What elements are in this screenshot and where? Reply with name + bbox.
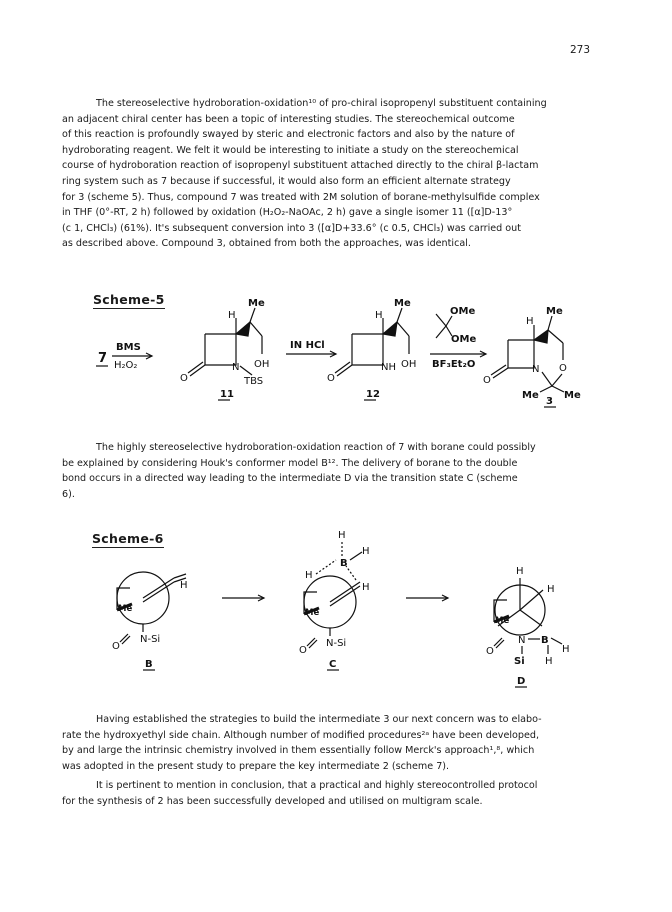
compound-3-label: 3 [546, 396, 553, 407]
newman-projection-c [299, 530, 370, 656]
text-line: hydroborating reagent. We felt it would be interesting to initiate a study on the stereochemical [62, 144, 519, 156]
compound-12-label: 12 [366, 389, 380, 400]
svg-text:Me: Me [495, 616, 510, 626]
svg-text:H: H [545, 656, 553, 667]
svg-text:H: H [562, 644, 570, 655]
paragraph-conclusion [62, 778, 614, 809]
text-line: was adopted in the present study to prepare the key intermediate 2 (scheme 7). [62, 760, 450, 772]
structure-compound-3 [483, 306, 581, 401]
text-line: by and large the intrinsic chemistry involved in them essentially follow Merck's approach¹,⁸, which [62, 745, 535, 757]
label-c: C [329, 659, 337, 670]
text-line: (c 1, CHCl₃) (61%). It's subsequent conversion into 3 ([α]D+33.6° (c 0.5, CHCl₃) was carried out [62, 222, 521, 234]
paragraph-houk-model [62, 440, 614, 502]
svg-text:H: H [228, 310, 236, 321]
text-line: as described above. Compound 3, obtained from both the approaches, was identical. [62, 238, 471, 250]
paragraph-hydroboration-intro [62, 96, 614, 252]
structure-compound-12 [327, 298, 416, 384]
svg-text:O: O [486, 646, 494, 657]
svg-text:H: H [180, 580, 188, 591]
label-d: D [517, 676, 526, 687]
svg-text:Me: Me [118, 604, 133, 614]
scheme-5-diagram [0, 300, 672, 430]
text-line: for the synthesis of 2 has been successfully developed and utilised on multigram scale. [62, 795, 483, 807]
svg-text:OMe: OMe [451, 334, 477, 345]
text-line: The highly stereoselective hydroboration-oxidation reaction of 7 with borane could possibly [96, 442, 536, 453]
svg-text:O: O [299, 645, 307, 656]
svg-text:Me: Me [305, 608, 320, 618]
svg-text:O: O [559, 363, 567, 374]
paragraph-hydroxyethyl-side-chain [62, 712, 614, 774]
text-line: for 3 (scheme 5). Thus, compound 7 was treated with 2M solution of borane-methylsulfide complex [62, 191, 540, 203]
svg-text:O: O [327, 373, 335, 384]
reagent-bms: BMS [116, 342, 141, 353]
svg-text:N: N [532, 364, 540, 375]
text-line: The stereoselective hydroboration-oxidation¹⁰ of pro-chiral isopropenyl substituent containing [96, 98, 547, 109]
text-line: ring system such as 7 because if successful, it would also form an efficient alternate strategy [62, 175, 511, 187]
text-line: It is pertinent to mention in conclusion, that a practical and highly stereocontrolled protocol [96, 780, 538, 791]
svg-text:OH: OH [401, 359, 417, 370]
svg-text:NH: NH [381, 362, 396, 373]
svg-text:H: H [305, 570, 313, 581]
text-line: 6). [62, 488, 75, 500]
label-b: B [145, 659, 153, 670]
text-line: an adjacent chiral center has been a topic of interesting studies. The stereochemical outcome [62, 113, 515, 125]
svg-text:O: O [112, 641, 120, 652]
structure-compound-11 [180, 298, 269, 387]
text-line: in THF (0°-RT, 2 h) followed by oxidation (H₂O₂-NaOAc, 2 h) gave a single isomer 11 ([α]D-13° [62, 207, 513, 219]
text-line: bond occurs in a directed way leading to the intermediate D via the transition state C (scheme [62, 473, 518, 485]
start-compound-7: 7 [98, 351, 108, 366]
svg-text:OH: OH [254, 359, 270, 370]
svg-text:O: O [180, 373, 188, 384]
reagent-h2o2: H₂O₂ [114, 360, 138, 371]
reagent-bf3et2o: BF₃Et₂O [432, 359, 476, 370]
svg-text:H: H [516, 566, 524, 577]
svg-text:Me: Me [546, 306, 563, 317]
svg-text:B: B [340, 558, 348, 569]
reagent-hcl: IN HCl [290, 340, 325, 351]
svg-text:O: O [483, 375, 491, 386]
svg-text:H: H [547, 584, 555, 595]
scheme-6-diagram [0, 520, 672, 700]
text-line: course of hydroboration reaction of isopropenyl substituent attached directly to the chiral β-lactam [62, 160, 539, 172]
page-number: 273 [570, 44, 591, 56]
svg-text:Si: Si [514, 656, 525, 667]
text-line: Having established the strategies to build the intermediate 3 our next concern was to elabo- [96, 714, 542, 725]
svg-text:Me: Me [248, 298, 265, 309]
scheme-5-title: Scheme-5 [93, 292, 165, 307]
svg-text:TBS: TBS [244, 376, 264, 387]
scheme-6-title: Scheme-6 [92, 531, 164, 546]
svg-text:B: B [541, 635, 549, 646]
svg-text:N-Si: N-Si [140, 634, 161, 645]
svg-text:N-Si: N-Si [326, 638, 347, 649]
svg-text:Me: Me [522, 390, 539, 401]
text-line: of this reaction is profoundly swayed by steric and electronic factors and also by the nature of [62, 129, 515, 141]
svg-text:H: H [375, 310, 383, 321]
svg-text:H: H [362, 546, 370, 557]
svg-text:H: H [338, 530, 346, 541]
newman-projection-d [486, 566, 570, 667]
svg-text:OMe: OMe [450, 306, 476, 317]
svg-text:N: N [232, 362, 240, 373]
svg-text:Me: Me [564, 390, 581, 401]
svg-text:H: H [362, 582, 370, 593]
compound-11-label: 11 [220, 389, 234, 400]
svg-text:Me: Me [394, 298, 411, 309]
svg-text:H: H [526, 316, 534, 327]
structure-dimethoxypropane [436, 306, 476, 345]
newman-projection-b [112, 572, 188, 652]
svg-text:N: N [518, 635, 526, 646]
text-line: be explained by considering Houk's conformer model B¹². The delivery of borane to the double [62, 457, 518, 469]
text-line: rate the hydroxyethyl side chain. Although number of modified procedures²ᵃ have been developed, [62, 729, 540, 741]
